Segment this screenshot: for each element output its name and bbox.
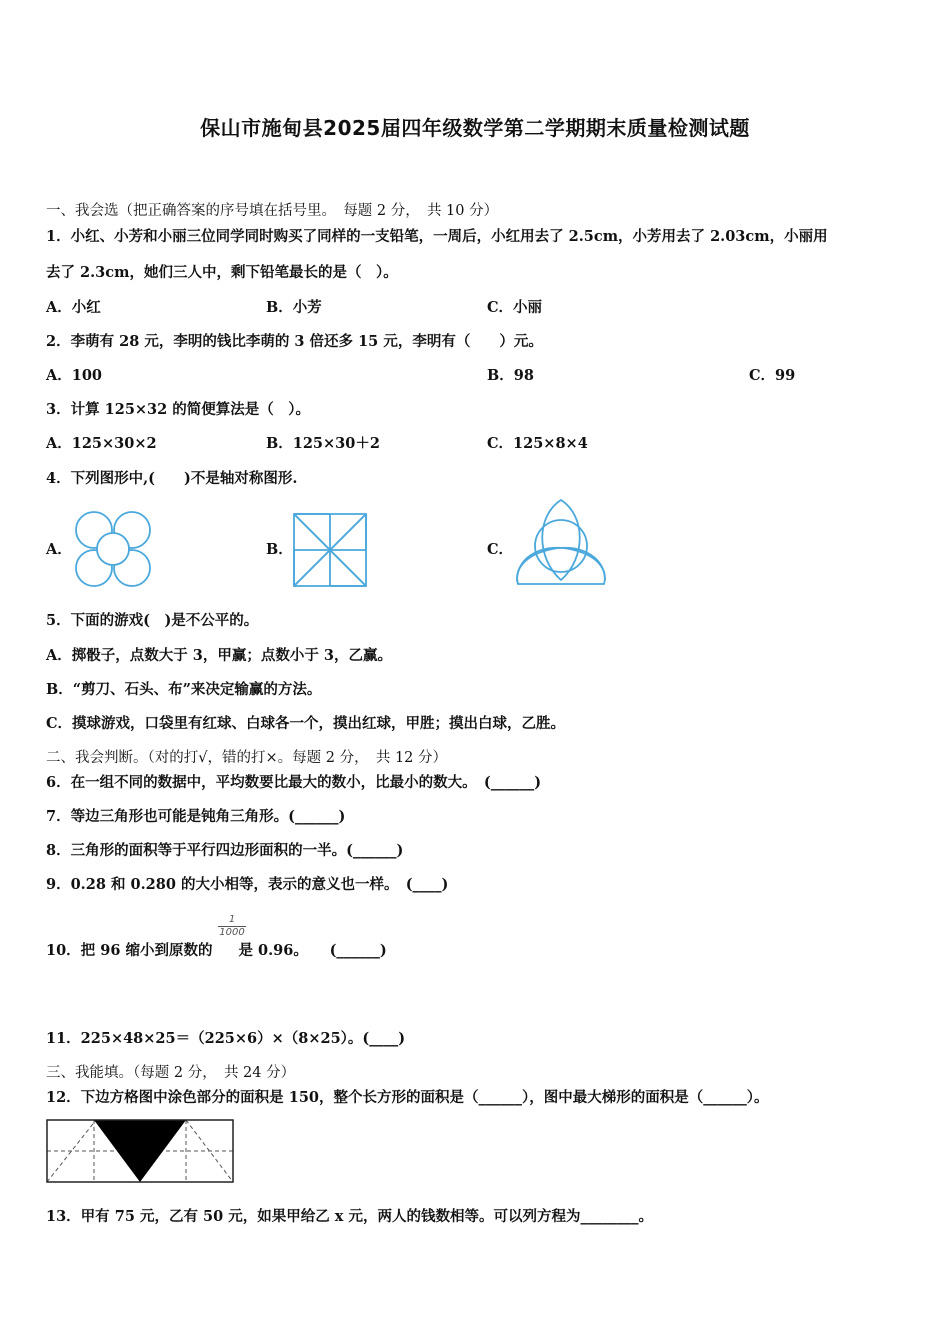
q2-option-a: A．100 (46, 367, 103, 384)
question-10 (46, 941, 387, 961)
q5-option-c: C．摸球游戏，口袋里有红球、白球各一个，摸出红球，甲胜；摸出白球，乙胜。 (46, 715, 566, 732)
q4-option-c: C． (487, 541, 514, 558)
question-1-line-2: 去了 2.3cm，她们三人中，剩下铅笔最长的是（ ）。 (46, 264, 398, 281)
fraction-denominator: 1000 (219, 927, 245, 938)
question-4: 4．下列图形中,( )不是轴对称图形. (46, 470, 298, 487)
q3-option-c: C．125×8×4 (487, 435, 588, 452)
q2-option-b: B．98 (487, 367, 534, 384)
question-12: 12．下边方格图中涂色部分的面积是 150，整个长方形的面积是（______），图中最大梯形的面积是（______）。 (46, 1089, 769, 1106)
question-3: 3．计算 125×32 的简便算法是（ ）。 (46, 401, 311, 418)
section-2-heading: 二、我会判断。（对的打√，错的打×。每题 2 分， 共 12 分） (46, 750, 447, 766)
q1-option-b: B．小芳 (266, 299, 322, 316)
grid-figure (46, 1119, 234, 1183)
q1-option-c: C．小丽 (487, 299, 543, 316)
flower-figure-a (72, 508, 154, 590)
question-11: 11．225×48×25＝（225×6）×（8×25）。(____) (46, 1030, 406, 1047)
q4-option-b: B． (266, 541, 293, 558)
q5-option-b: B．“剪刀、石头、布”来决定输赢的方法。 (46, 681, 322, 698)
q2-option-c: C．99 (749, 367, 796, 384)
q5-option-a: A．掷骰子，点数大于 3，甲赢；点数小于 3，乙赢。 (46, 647, 393, 664)
q3-option-b: B．125×30＋2 (266, 435, 380, 452)
page-title: 保山市施甸县2025届四年级数学第二学期期末质量检测试题 (200, 116, 750, 140)
question-7: 7．等边三角形也可能是钝角三角形。(______) (46, 808, 346, 825)
question-2: 2．李萌有 28 元，李明的钱比李萌的 3 倍还多 15 元，李明有（ ）元。 (46, 333, 543, 350)
fraction-numerator: 1 (218, 914, 246, 927)
fraction-image (218, 914, 246, 938)
section-1-heading: 一、我会选（把正确答案的序号填在括号里。 每题 2 分， 共 10 分） (46, 203, 499, 219)
section-3-heading: 三、我能填。（每题 2 分， 共 24 分） (46, 1065, 296, 1081)
question-8: 8．三角形的面积等于平行四边形面积的一半。(______) (46, 842, 404, 859)
q10-text-before: 10．把 96 缩小到原数的 (46, 942, 213, 959)
question-13: 13．甲有 75 元，乙有 50 元，如果甲给乙 x 元，两人的钱数相等。可以列方程为________。 (46, 1208, 653, 1225)
q10-text-after: 是 0.96。 (______) (238, 942, 387, 959)
q4-option-a: A． (46, 541, 72, 558)
question-5: 5．下面的游戏( )是不公平的。 (46, 612, 259, 629)
question-6: 6．在一组不同的数据中，平均数要比最大的数小，比最小的数大。 (______) (46, 774, 542, 791)
q1-option-a: A．小红 (46, 299, 101, 316)
question-1-line-1: 1．小红、小芳和小丽三位同学同时购买了同样的一支铅笔，一周后，小红用去了 2.5cm，小芳用去了 2.03cm，小丽用 (46, 228, 828, 245)
trefoil-figure-c (514, 498, 608, 588)
q3-option-a: A．125×30×2 (46, 435, 157, 452)
question-9: 9．0.28 和 0.280 的大小相等，表示的意义也一样。 (____) (46, 876, 449, 893)
pinwheel-figure-b (292, 512, 368, 588)
